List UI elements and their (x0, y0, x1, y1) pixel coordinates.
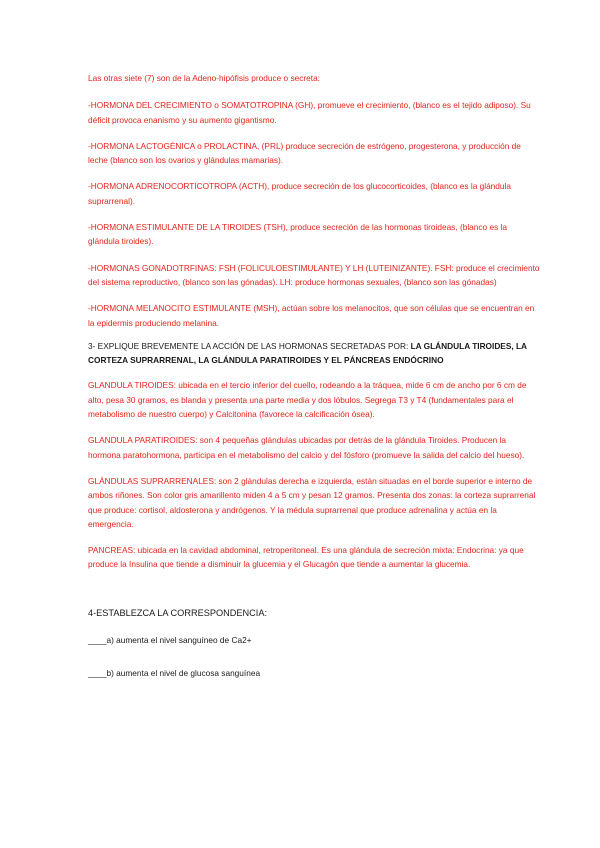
question-3 (88, 339, 540, 368)
hormone-tsh: -HORMONA ESTIMULANTE DE LA TIROIDES (TSH), produce secreción de las hormonas tiroideas, (blanco es la glándula tiroides). (88, 222, 507, 247)
intro-text: Las otras siete (7) son de la Adeno-hipófisis produce o secreta: (88, 73, 320, 83)
hormone-gonadotropins: -HORMONAS GONADOTRFINAS: FSH (FOLICULOESTIMULANTE) Y LH (LUTEINIZANTE). FSH: produce el crecimiento del sistema reproductivo, (blanco son las gónadas). LH: produce hormonas sexuales, (blanco son las gónadas) (88, 262, 540, 287)
answer-pancreas: PANCREAS: ubicada en la cavidad abdominal, retroperitoneal. Es una glándula de secreción mixta: Endocrina: ya que produce la Insulina que tiende a disminuir la glucemia y el Glucagón que tiende a aumentar la glucemia. (88, 545, 524, 570)
hormone-acth: -HORMONA ADRENOCORTICOTROPA (ACTH), produce secreción de los glucocorticoides, (blanco es la glándula suprarrenal). (88, 181, 511, 206)
answer-paratiroides: GLANDULA PARATIROIDES: son 4 pequeñas glándulas ubicadas por detrás de la glándula Tiroides. Producen la hormona paratohormona, participa en el metabolismo del calcio y del fósforo (promueve la salida del calcio del hueso). (88, 435, 525, 460)
answer-suprarrenales: GLÁNDULAS SUPRARRENALES: son 2 glándulas derecha e izquierda, están situadas en el borde superior e interno de ambos riñones. Son color gris amarillento miden 4 a 5 cm y pesan 12 gramos. Presenta dos zonas: la corteza suprarrenal que produce: cortisol, aldosterona y andrógenos. Y la médula suprarrenal que produce adrenalina y actúa en la emergencia. (88, 475, 536, 529)
hormone-gh: -HORMONA DEL CRECIMIENTO o SOMATOTROPINA (GH), promueve el crecimiento, (blanco es el tejido adiposo). Su déficit provoca enanismo y su aumento gigantismo. (88, 100, 531, 125)
answer-tiroides: GLANDULA TIROIDES: ubicada en el tercio inferior del cuello, rodeando a la tráquea, mide 6 cm de ancho por 6 cm de alto, pesa 30 gramos, es blanda y presenta una parte media y dos lóbulos. Segrega T3 y T4 (fundamentales para el metabolismo de nuestro cuerpo) y Calcitonina (favorece la calcificación ósea). (88, 380, 527, 420)
question-4: 4-ESTABLEZCA LA CORRESPONDENCIA: (88, 607, 268, 618)
question-3-bold: LA GLÁNDULA TIROIDES, LA CORTEZA SUPRARRENAL, LA GLÁNDULA PARATIROIDES Y EL PÁNCREAS ENDÓCRINO (88, 340, 527, 366)
matching-item-b: ____b) aumenta el nivel de glucosa sanguínea (88, 668, 261, 679)
hormone-prl: -HORMONA LACTOGÉNICA o PROLACTINA, (PRL) produce secreción de estrógeno, progesterona, y producción de leche (blanco son los ovarios y glándulas mamarias). (88, 140, 521, 166)
question-3-prefix: 3- EXPLIQUE BREVEMENTE LA ACCIÓN DE LAS HORMONAS SECRETADAS POR: (88, 340, 411, 351)
hormone-msh: -HORMONA MELANOCITO ESTIMULANTE (MSH), actúan sobre los melanocitos, que son células que se encuentran en la epidermis produciendo melanina. (88, 303, 535, 328)
matching-item-a: ____a) aumenta el nivel sanguíneo de Ca2+ (88, 634, 252, 645)
